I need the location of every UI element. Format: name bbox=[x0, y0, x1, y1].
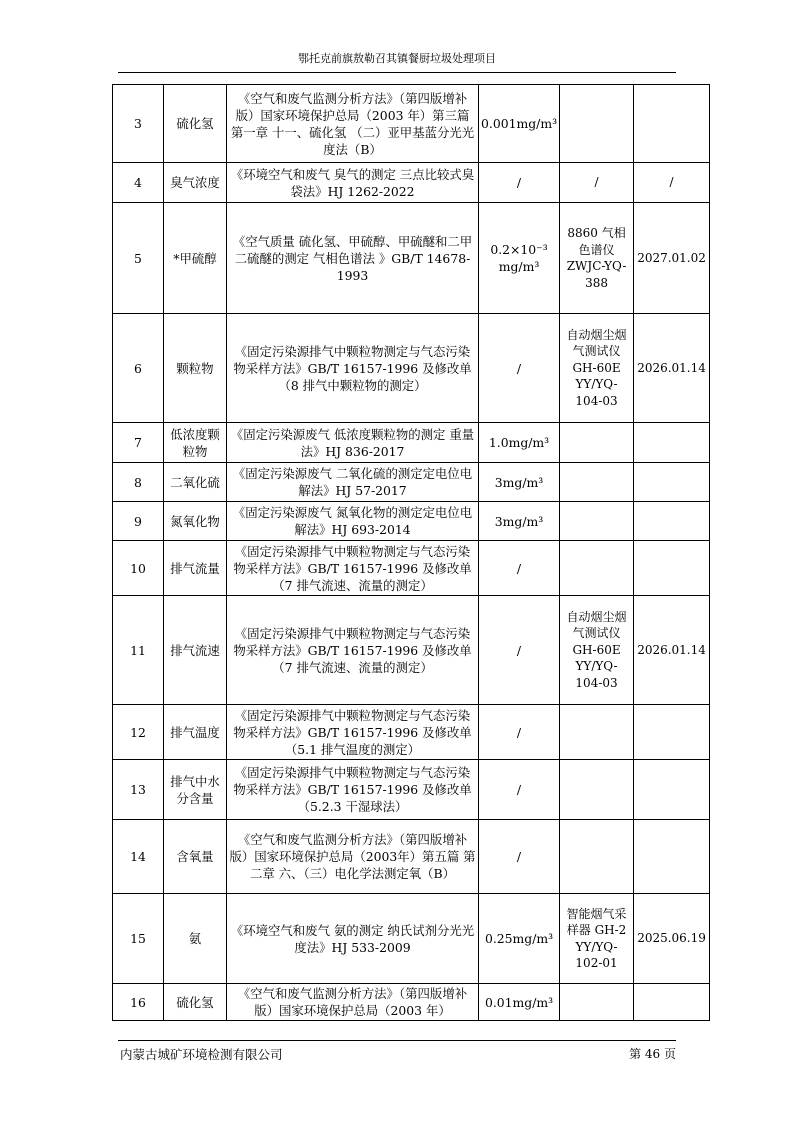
table-row bbox=[113, 596, 710, 705]
calibration-date bbox=[634, 820, 710, 894]
detection-limit: / bbox=[479, 760, 560, 820]
instrument-name: 智能烟气采样器 GH-2 YY/YQ-102-01 bbox=[560, 894, 634, 984]
detection-limit: 0.2×10⁻³ mg/m³ bbox=[479, 203, 560, 314]
instrument-name: 自动烟尘烟气测试仪 GH-60E YY/YQ-104-03 bbox=[560, 314, 634, 423]
analysis-method: 《环境空气和废气 氨的测定 纳氏试剂分光光度法》HJ 533-2009 bbox=[227, 894, 479, 984]
instrument-name: / bbox=[560, 163, 634, 203]
row-number: 14 bbox=[113, 820, 164, 894]
monitoring-item: 低浓度颗粒物 bbox=[164, 423, 227, 463]
analysis-method: 《环境空气和废气 臭气的测定 三点比较式臭袋法》HJ 1262-2022 bbox=[227, 163, 479, 203]
instrument-name bbox=[560, 423, 634, 463]
analysis-method: 《空气和废气监测分析方法》（第四版增补版）国家环境保护总局（2003 年）第三篇 第一章 十一、硫化氢 （二）亚甲基蓝分光光度法（B） bbox=[227, 85, 479, 163]
calibration-date bbox=[634, 984, 710, 1021]
page-header-title: 鄂托克前旗敖勒召其镇餐厨垃圾处理项目 bbox=[298, 52, 496, 65]
table-row bbox=[113, 85, 710, 163]
analysis-method: 《空气和废气监测分析方法》（第四版增补版）国家环境保护总局（2003年）第五篇 第二章 六、（三）电化学法测定氧（B） bbox=[227, 820, 479, 894]
monitoring-item: 硫化氢 bbox=[164, 85, 227, 163]
row-number: 10 bbox=[113, 541, 164, 596]
analysis-method: 《固定污染源排气中颗粒物测定与气态污染物采样方法》GB/T 16157-1996 及修改单（5.2.3 干湿球法） bbox=[227, 760, 479, 820]
calibration-date bbox=[634, 760, 710, 820]
instrument-name bbox=[560, 502, 634, 541]
instrument-name bbox=[560, 85, 634, 163]
footer-company: 内蒙古城矿环境检测有限公司 bbox=[120, 1047, 283, 1062]
detection-limit: 0.01mg/m³ bbox=[479, 984, 560, 1021]
calibration-date: 2026.01.14 bbox=[634, 596, 710, 705]
detection-limit: / bbox=[479, 541, 560, 596]
instrument-name bbox=[560, 541, 634, 596]
instrument-name: 8860 气相色谱仪 ZWJC-YQ-388 bbox=[560, 203, 634, 314]
detection-limit: / bbox=[479, 820, 560, 894]
instrument-name bbox=[560, 760, 634, 820]
table-row bbox=[113, 314, 710, 423]
table-row bbox=[113, 984, 710, 1021]
detection-limit: 0.001mg/m³ bbox=[479, 85, 560, 163]
row-number: 16 bbox=[113, 984, 164, 1021]
row-number: 9 bbox=[113, 502, 164, 541]
row-number: 4 bbox=[113, 163, 164, 203]
footer-page-number: 第 46 页 bbox=[629, 1047, 676, 1061]
table-row bbox=[113, 541, 710, 596]
row-number: 8 bbox=[113, 463, 164, 502]
table-row bbox=[113, 820, 710, 894]
instrument-name bbox=[560, 820, 634, 894]
monitoring-item: 氮氧化物 bbox=[164, 502, 227, 541]
detection-limit: / bbox=[479, 705, 560, 760]
calibration-date bbox=[634, 502, 710, 541]
analysis-method: 《固定污染源排气中颗粒物测定与气态污染物采样方法》GB/T 16157-1996 及修改单（8 排气中颗粒物的测定） bbox=[227, 314, 479, 423]
monitoring-item: 排气中水分含量 bbox=[164, 760, 227, 820]
detection-limit: 1.0mg/m³ bbox=[479, 423, 560, 463]
table-row bbox=[113, 502, 710, 541]
detection-limit: 0.25mg/m³ bbox=[479, 894, 560, 984]
table-row bbox=[113, 163, 710, 203]
monitoring-item: 臭气浓度 bbox=[164, 163, 227, 203]
analysis-method: 《空气质量 硫化氢、甲硫醇、甲硫醚和二甲二硫醚的测定 气相色谱法 》GB/T 14678-1993 bbox=[227, 203, 479, 314]
row-number: 6 bbox=[113, 314, 164, 423]
detection-limit: / bbox=[479, 314, 560, 423]
row-number: 13 bbox=[113, 760, 164, 820]
monitoring-item: 含氧量 bbox=[164, 820, 227, 894]
table-row bbox=[113, 705, 710, 760]
header-rule bbox=[118, 72, 676, 73]
monitoring-item: 氨 bbox=[164, 894, 227, 984]
monitoring-item: 颗粒物 bbox=[164, 314, 227, 423]
row-number: 5 bbox=[113, 203, 164, 314]
monitoring-item: 二氧化硫 bbox=[164, 463, 227, 502]
calibration-date: 2025.06.19 bbox=[634, 894, 710, 984]
instrument-name bbox=[560, 705, 634, 760]
monitoring-methods-table bbox=[112, 84, 710, 1021]
footer-rule bbox=[118, 1040, 676, 1041]
table-row bbox=[113, 894, 710, 984]
calibration-date bbox=[634, 423, 710, 463]
monitoring-item: 硫化氢 bbox=[164, 984, 227, 1021]
row-number: 11 bbox=[113, 596, 164, 705]
row-number: 7 bbox=[113, 423, 164, 463]
analysis-method: 《固定污染源废气 氮氧化物的测定定电位电解法》HJ 693-2014 bbox=[227, 502, 479, 541]
instrument-name bbox=[560, 984, 634, 1021]
instrument-name bbox=[560, 463, 634, 502]
calibration-date bbox=[634, 463, 710, 502]
calibration-date bbox=[634, 85, 710, 163]
calibration-date bbox=[634, 541, 710, 596]
detection-limit: / bbox=[479, 596, 560, 705]
calibration-date: 2027.01.02 bbox=[634, 203, 710, 314]
analysis-method: 《固定污染源废气 低浓度颗粒物的测定 重量法》HJ 836-2017 bbox=[227, 423, 479, 463]
analysis-method: 《固定污染源排气中颗粒物测定与气态污染物采样方法》GB/T 16157-1996 及修改单（5.1 排气温度的测定） bbox=[227, 705, 479, 760]
monitoring-item: 排气流速 bbox=[164, 596, 227, 705]
table-row bbox=[113, 203, 710, 314]
monitoring-item: 排气温度 bbox=[164, 705, 227, 760]
row-number: 12 bbox=[113, 705, 164, 760]
row-number: 3 bbox=[113, 85, 164, 163]
monitoring-item: *甲硫醇 bbox=[164, 203, 227, 314]
table-row bbox=[113, 463, 710, 502]
analysis-method: 《固定污染源废气 二氧化硫的测定定电位电解法》HJ 57-2017 bbox=[227, 463, 479, 502]
detection-limit: 3mg/m³ bbox=[479, 502, 560, 541]
instrument-name: 自动烟尘烟气测试仪 GH-60E YY/YQ-104-03 bbox=[560, 596, 634, 705]
detection-limit: / bbox=[479, 163, 560, 203]
detection-limit: 3mg/m³ bbox=[479, 463, 560, 502]
calibration-date: / bbox=[634, 163, 710, 203]
analysis-method: 《固定污染源排气中颗粒物测定与气态污染物采样方法》GB/T 16157-1996 及修改单（7 排气流速、流量的测定） bbox=[227, 596, 479, 705]
table-row bbox=[113, 760, 710, 820]
monitoring-item: 排气流量 bbox=[164, 541, 227, 596]
analysis-method: 《空气和废气监测分析方法》（第四版增补版）国家环境保护总局（2003 年） bbox=[227, 984, 479, 1021]
calibration-date bbox=[634, 705, 710, 760]
calibration-date: 2026.01.14 bbox=[634, 314, 710, 423]
row-number: 15 bbox=[113, 894, 164, 984]
table-row bbox=[113, 423, 710, 463]
analysis-method: 《固定污染源排气中颗粒物测定与气态污染物采样方法》GB/T 16157-1996 及修改单（7 排气流速、流量的测定） bbox=[227, 541, 479, 596]
